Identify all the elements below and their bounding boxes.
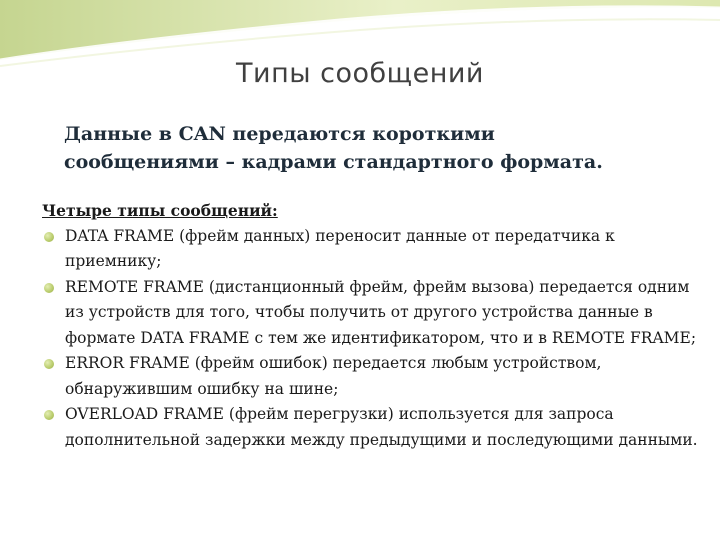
- bullet-icon: [44, 410, 54, 420]
- subtitle-line-2: сообщениями – кадрами стандартного формата.: [64, 151, 603, 173]
- list-heading: Четыре типы сообщений:: [42, 201, 278, 220]
- list-item-text: REMOTE FRAME (дистанционный фрейм, фрейм вызова) передается одним из устройств для того, чтобы получить от другого устройства данные в формате DATA FRAME с тем же идентификатором, что и в REMOTE FRAME;: [65, 277, 697, 347]
- bullet-icon: [44, 232, 54, 242]
- slide-subtitle: [64, 120, 684, 176]
- slide-body: [42, 198, 702, 453]
- bullet-icon: [44, 283, 54, 293]
- subtitle-line-1: Данные в CAN передаются короткими: [64, 123, 495, 145]
- list-item-data-frame: [42, 224, 702, 275]
- slide-title: Типы сообщений: [236, 58, 484, 89]
- list-item-overload-frame: [42, 402, 702, 453]
- list-item-text: OVERLOAD FRAME (фрейм перегрузки) используется для запроса дополнительной задержки между предыдущими и последующими данными.: [65, 405, 698, 449]
- list-item-text: DATA FRAME (фрейм данных) переносит данные от передатчика к приемнику;: [65, 226, 615, 270]
- list-item-remote-frame: [42, 275, 702, 352]
- bullet-icon: [44, 359, 54, 369]
- list-item-error-frame: [42, 351, 702, 402]
- list-item-text: ERROR FRAME (фрейм ошибок) передается любым устройством, обнаружившим ошибку на шине;: [65, 354, 602, 398]
- message-types-list: [42, 224, 702, 454]
